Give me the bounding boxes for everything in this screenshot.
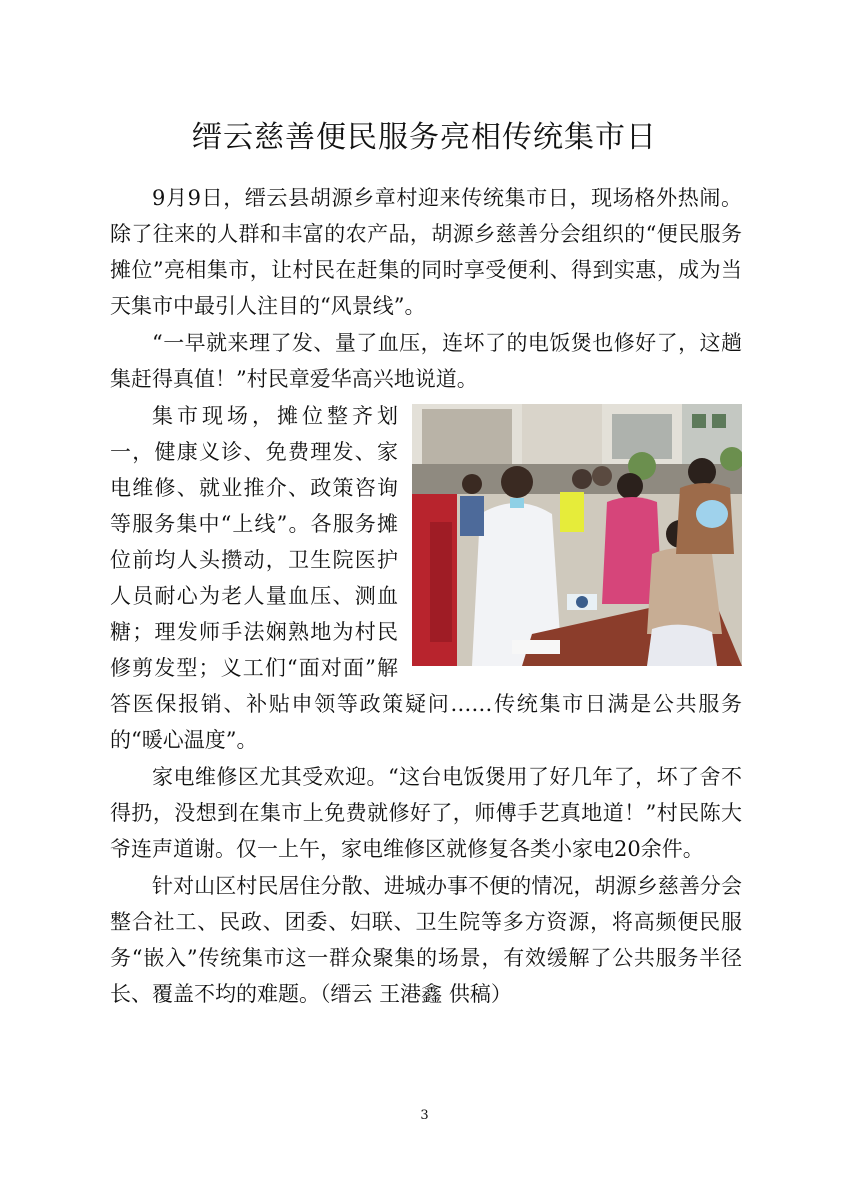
paragraph-2: “一早就来理了发、量了血压，连坏了的电饭煲也修好了，这趟集赶得真值！”村民章爱华高兴地说道。: [110, 331, 742, 391]
paragraph-5: 针对山区村民居住分散、进城办事不便的情况，胡源乡慈善分会整合社工、民政、团委、妇联、卫生院等多方资源，将高频便民服务“嵌入”传统集市这一群众聚集的场景，有效缓解了公共服务半径长、覆盖不均的难题。（缙云 王港鑫 供稿）: [110, 874, 742, 1006]
page-number: 3: [420, 1108, 429, 1123]
paragraph-3: [110, 398, 742, 758]
paragraph-1: 9月9日，缙云县胡源乡章村迎来传统集市日，现场格外热闹。除了往来的人群和丰富的农产品，胡源乡慈善分会组织的“便民服务摊位”亮相集市，让村民在赶集的同时享受便利、得到实惠，成为当天集市中最引人注目的“风景线”。: [110, 186, 742, 318]
article-title: 缙云慈善便民服务亮相传统集市日: [192, 120, 657, 155]
market-photo: [412, 404, 742, 666]
paragraph-3-text: 集市现场，摊位整齐划一，健康义诊、免费理发、家电维修、就业推介、政策咨询等服务集中“上线”。各服务摊位前均人头攒动，卫生院医护人员耐心为老人量血压、测血糖；理发师手法娴熟地为村民修剪发型；义工们“面对面”解答医保报销、补贴申领等政策疑问……传统集市日满是公共服务的“暖心温度”。: [110, 404, 742, 752]
paragraph-4: 家电维修区尤其受欢迎。“这台电饭煲用了好几年了，坏了舍不得扔，没想到在集市上免费就修好了，师傅手艺真地道！”村民陈大爷连声道谢。仅一上午，家电维修区就修复各类小家电20余件。: [110, 765, 742, 861]
article-body: [110, 180, 742, 1013]
